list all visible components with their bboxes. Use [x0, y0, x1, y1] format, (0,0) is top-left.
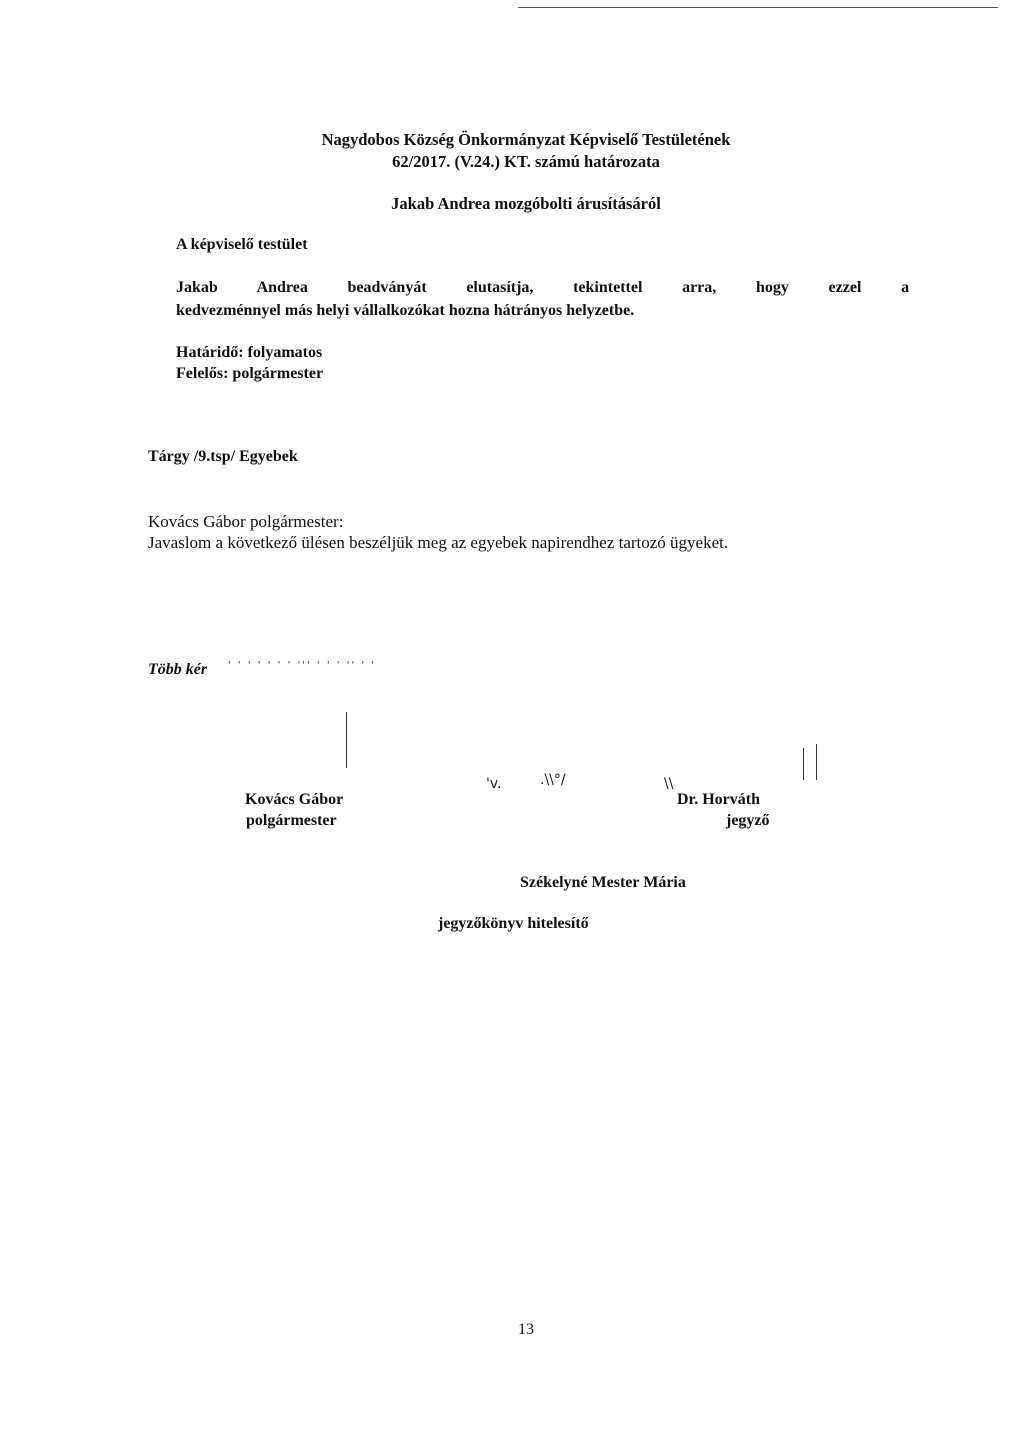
resolution-text-line-2: kedvezménnyel más helyi vállalkozókat hozna hátrányos helyzetbe.: [176, 302, 635, 319]
resolution-header-line-1: Nagydobos Község Önkormányzat Képviselő Testületének: [321, 130, 731, 149]
resolution-subject: Jakab Andrea mozgóbolti árusításáról: [391, 194, 661, 213]
authenticator-title: jegyzőkönyv hitelesítő: [438, 915, 589, 932]
word: hogy: [755, 279, 789, 296]
speaker-statement: Javaslom a következő ülésen beszéljük meg az egyebek napirendhez tartozó ügyeket.: [148, 533, 729, 552]
stamp-fragment-1: 'v.: [486, 776, 502, 792]
notary-name: Dr. Horváth: [677, 791, 760, 808]
stamp-fragment-3: \\: [664, 776, 674, 792]
word: a: [901, 279, 910, 296]
notary-title: jegyző: [726, 812, 770, 829]
agenda-item: Tárgy /9.tsp/ Egyebek: [148, 448, 298, 465]
word: ezzel: [828, 279, 862, 296]
word: arra,: [682, 279, 717, 296]
resolution-header-line-2: 62/2017. (V.24.) KT. számú határozata: [392, 152, 660, 171]
word: elutasítja,: [466, 279, 534, 296]
authenticator-name: Székelyné Mester Mária: [520, 874, 686, 891]
mayor-title: polgármester: [246, 812, 337, 829]
stamp-fragment-2: .\\°/: [540, 772, 566, 788]
top-rule: [518, 7, 998, 8]
signature-line-left: [346, 712, 347, 768]
deadline: Határidő: folyamatos: [176, 344, 323, 361]
word: Andrea: [256, 279, 308, 296]
word: tekintettel: [573, 279, 643, 296]
word: beadványát: [347, 279, 427, 296]
closing-dots: ' ' ' ' ' ' ' ''' ' ' ' '' ' ': [228, 660, 377, 671]
closing-partial: Több kér: [148, 661, 208, 678]
body-label: A képviselő testület: [176, 236, 308, 253]
responsible: Felelős: polgármester: [176, 365, 324, 382]
page-number: 13: [518, 1321, 534, 1338]
resolution-text-line-1: [176, 279, 909, 297]
signature-line-right-b: [816, 744, 817, 780]
speaker-label: Kovács Gábor polgármester:: [148, 512, 344, 531]
signature-line-right-a: [803, 748, 804, 780]
word: Jakab: [176, 279, 218, 296]
mayor-name: Kovács Gábor: [245, 791, 344, 808]
